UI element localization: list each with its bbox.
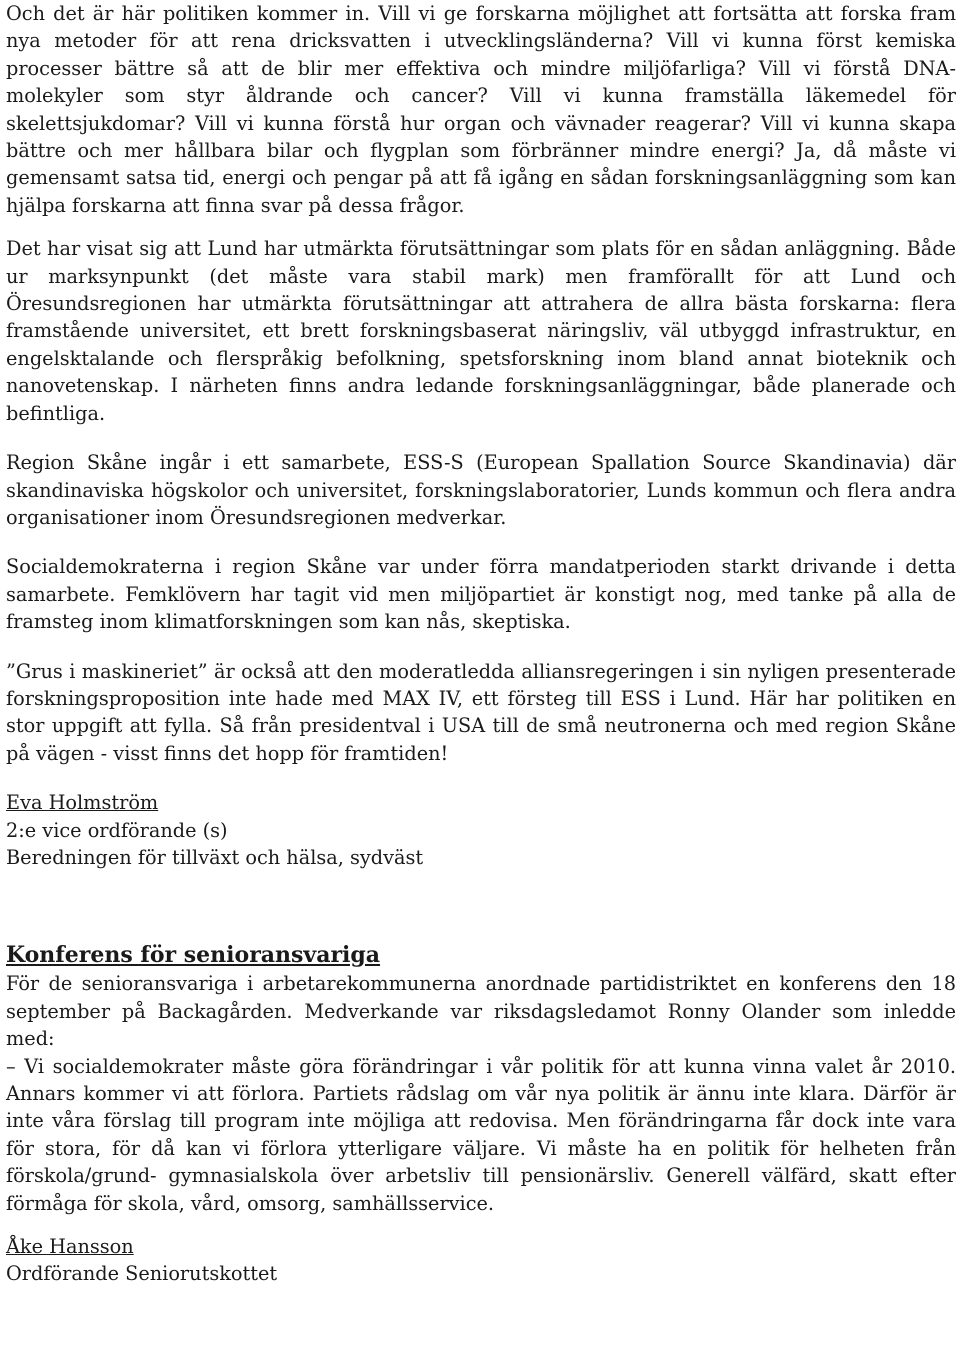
article-paragraph-3: Region Skåne ingår i ett samarbete, ESS-S (European Spallation Source Skandinavia) där skandinaviska högskolor och universitet, forskningslaboratorier, Lunds kommun och flera andra organisationer inom Öresundsregionen medverkar. bbox=[6, 451, 956, 529]
author-organization: Beredningen för tillväxt och hälsa, sydväst bbox=[6, 845, 424, 869]
document-page bbox=[6, 0, 956, 1288]
article-paragraph-5: ”Grus i maskineriet” är också att den moderatledda alliansregeringen i sin nyligen presenterade forskningsproposition inte hade med MAX IV, ett försteg till ESS i Lund. Här har politiken en stor uppgift att fylla. Så från presidentval i USA till de små neutronerna och med region Skåne på vägen - visst finns det hopp för framtiden! bbox=[6, 659, 956, 765]
article-paragraph-4: Socialdemokraterna i region Skåne var under förra mandatperioden starkt drivande i detta samarbete. Femklövern har tagit vid men miljöpartiet är konstigt nog, med tanke på alla de framsteg inom klimatforskningen som kan nås, skeptiska. bbox=[6, 555, 956, 634]
article-paragraph-1: Och det är här politiken kommer in. Vill vi ge forskarna möjlighet att fortsätta att forska fram nya metoder för att rena dricksvatten i utvecklingsländerna? Vill vi kunna först kemiska processer bättre så att de blir mer effektiva och mindre miljöfarliga? Vill vi förstå DNA-molekyler som styr åldrande och cancer? Vill vi kunna framställa läkemedel för skelettsjukdomar? Vill vi kunna förstå hur organ och vävnader reagerar? Vill vi kunna skapa bättre och mer hållbara bilar och flygplan som förbränner mindre energi? Ja, då måste vi gemensamt satsa tid, energi och pengar på att få igång en sådan forskningsanläggning som kan hjälpa forskarna att finna svar på dessa frågor. bbox=[6, 2, 956, 217]
conference-author-title: Ordförande Seniorutskottet bbox=[6, 1262, 278, 1286]
conference-author-name: Åke Hansson bbox=[6, 1235, 134, 1259]
article-paragraph-2: Det har visat sig att Lund har utmärkta förutsättningar som plats för en sådan anläggning. Både ur marksynpunkt (det måste vara stabil mark) men framförallt för att Lund och Öresundsregionen har utmärkta förutsättningar att attrahera de allra bästa forskarna: flera framstående universitet, ett brett forskningsbaserat näringsliv, väl utbyggd infrastruktur, en engelsktalande och flerspråkig befolkning, spetsforskning inom bland annat bioteknik och nanovetenskap. I närheten finns andra ledande forskningsanläggningar, både planerade och befintliga. bbox=[6, 237, 956, 425]
conference-signature bbox=[6, 1233, 956, 1288]
conference-quote: – Vi socialdemokrater måste göra förändringar i vår politik för att kunna vinna valet år 2010. Annars kommer vi att förlora. Partiets rådslag om vår nya politik är ännu inte klara. Därför är inte våra förslag till program inte möjliga att redovisa. Men förändringarna får dock inte vara för stora, för då kan vi förlora ytterligare väljare. Vi måste ha en politik för helheten från förskola/grund- gymnasialskola över arbetsliv till pensionärsliv. Generell välfärd, skatt efter förmåga för skola, vård, omsorg, samhällsservice. bbox=[6, 1054, 956, 1215]
article-signature bbox=[6, 789, 956, 871]
conference-paragraph: För de senioransvariga i arbetarekommunerna anordnade partidistriktet en konferens den 18 september på Backagården. Medverkande var riksdagsledamot Ronny Olander som inledde med: bbox=[6, 972, 956, 1051]
author-name: Eva Holmström bbox=[6, 791, 159, 815]
author-title: 2:e vice ordförande (s) bbox=[6, 818, 228, 842]
conference-heading: Konferens för senioransvariga bbox=[6, 942, 381, 969]
